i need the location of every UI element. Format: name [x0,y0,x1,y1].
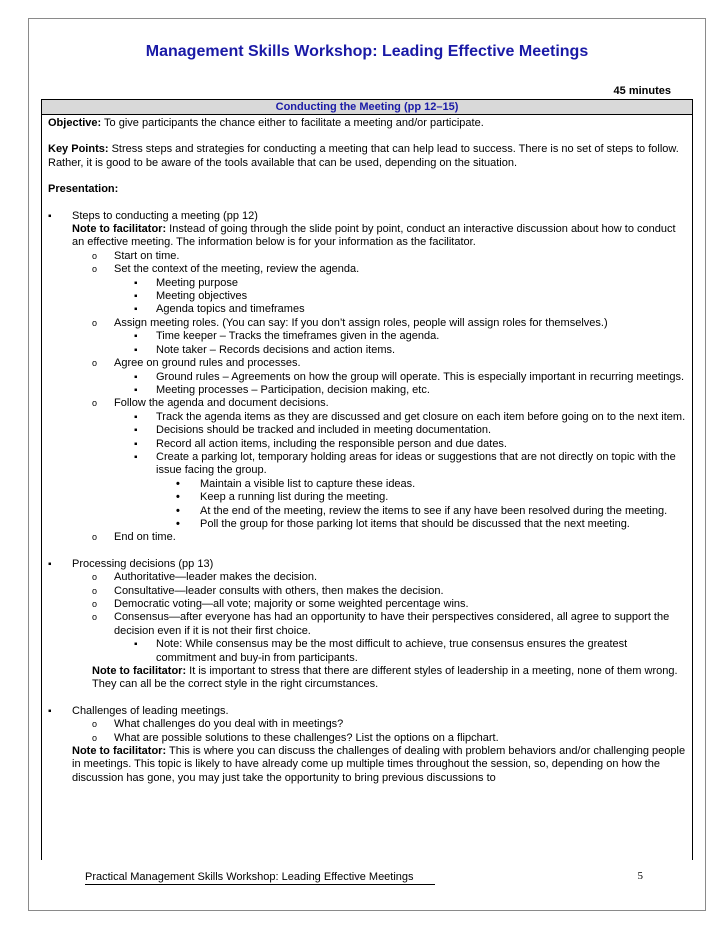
list-item [114,451,686,531]
key-points-label: Key Points: [48,143,109,156]
list-item: o Democratic voting—all vote; majority or some weighted percentage wins. [72,598,686,611]
lesson-content [42,115,692,785]
list-item-text: o Set the context of the meeting, review the agenda. [114,263,360,276]
roles-list [114,330,686,357]
follow-list [114,411,686,532]
list-item: ▪ Note taker – Records decisions and action items. [114,344,686,357]
list-item [72,397,686,531]
decisions-heading: ▪ Processing decisions (pp 13) [72,557,214,570]
list-item-text: o Follow the agenda and document decisions. [114,397,329,410]
challenges-heading: ▪ Challenges of leading meetings. [72,704,229,717]
steps-note [72,223,686,250]
section-header: Conducting the Meeting (pp 12–15) [42,100,692,115]
list-item: ▪ Ground rules – Agreements on how the group will operate. This is especially important in recurring meetings. [114,371,686,384]
list-item: ▪ Meeting objectives [114,290,686,303]
note-text: This is where you can discuss the challenges of dealing with problem behaviors and/or challenging people in meetings. This topic is likely to have already come up multiple times throughout the session, so, depending on how the discussion has gone, you may just take the opportunity to bring previous discussions to [72,745,686,784]
objective-text: To give participants the chance either to facilitate a meeting and/or participate. [101,117,484,129]
note-label: Note to facilitator: [72,745,167,758]
list-item-decisions [48,558,686,692]
objective-label: Objective: [48,117,102,129]
presentation-list [48,210,686,786]
note-label: Note to facilitator: [72,223,167,236]
list-item: o Consultative—leader consults with others, then makes the decision. [72,585,686,598]
list-item: ▪ Record all action items, including the responsible person and due dates. [114,438,686,451]
list-item: o What challenges do you deal with in meetings? [72,718,686,731]
context-list [114,277,686,317]
list-item [72,263,686,317]
list-item: o End on time. [72,531,686,544]
list-item: • Poll the group for those parking lot items that should be discussed that the next meeting. [156,518,686,531]
parking-lot-list [156,478,686,532]
list-item [72,317,686,357]
list-item: • Maintain a visible list to capture these ideas. [156,478,686,491]
list-item: o Authoritative—leader makes the decision. [72,571,686,584]
note-text: Instead of going through the slide point by point, conduct an interactive discussion about how to conduct an effective meeting. The information below is for your information as the facilitator. [72,223,676,249]
list-item-challenges [48,705,686,785]
list-item [72,357,686,397]
page-title: Management Skills Workshop: Leading Effective Meetings [145,43,589,60]
list-item: o What are possible solutions to these challenges? List the options on a flipchart. [72,732,686,745]
list-item: o Start on time. [72,250,686,263]
rules-list [114,371,686,398]
note-text: It is important to stress that there are different styles of leadership in a meeting, none of them wrong. They can all be the correct style in the right circumstances. [92,665,678,691]
steps-list [72,250,686,545]
note-label: Note to facilitator: [92,665,187,678]
document-page [28,18,706,911]
list-item-text: o Assign meeting roles. (You can say: If you don’t assign roles, people will assign roles for themselves.) [114,316,608,329]
key-points-paragraph [48,143,686,170]
consensus-list [114,638,686,665]
lesson-table [41,99,693,860]
duration-label: 45 minutes [613,85,671,97]
list-item: ▪ Agenda topics and timeframes [114,303,686,316]
footer-rule [85,884,435,885]
objective-paragraph [48,117,686,130]
decisions-note [72,665,686,692]
list-item-text: o Agree on ground rules and processes. [114,357,301,370]
decisions-list [72,571,686,665]
key-points-text: Stress steps and strategies for conducting a meeting that can help lead to success. There is no set of steps to follow. Rather, it is good to be aware of the tools available that can be used, depending on the situation. [48,143,679,169]
list-item-text: o Consensus—after everyone has had an opportunity to have their perspectives considered, all agree to support the decision even if it is not their first choice. [114,611,670,637]
presentation-label: Presentation: [48,183,119,196]
list-item: ▪ Note: While consensus may be the most difficult to achieve, true consensus ensures the greatest commitment and buy-in from participants. [114,638,686,665]
list-item: ▪ Decisions should be tracked and included in meeting documentation. [114,424,686,437]
steps-heading: ▪ Steps to conducting a meeting (pp 12) [72,209,258,222]
list-item: • At the end of the meeting, review the items to see if any have been resolved during the meeting. [156,505,686,518]
challenges-note [72,745,686,785]
list-item-text: ▪ Create a parking lot, temporary holding areas for ideas or suggestions that are not directly on topic with the issue facing the group. [156,450,676,477]
list-item-steps [48,210,686,545]
list-item: ▪ Meeting processes – Participation, decision making, etc. [114,384,686,397]
list-item: ▪ Meeting purpose [114,277,686,290]
list-item [72,611,686,665]
challenges-list [72,718,686,745]
list-item: ▪ Time keeper – Tracks the timeframes given in the agenda. [114,330,686,343]
footer-text: Practical Management Skills Workshop: Leading Effective Meetings [85,871,414,883]
list-item: ▪ Track the agenda items as they are discussed and get closure on each item before going on to the next item. [114,411,686,424]
list-item: • Keep a running list during the meeting. [156,491,686,504]
page-number: 5 [637,870,643,882]
